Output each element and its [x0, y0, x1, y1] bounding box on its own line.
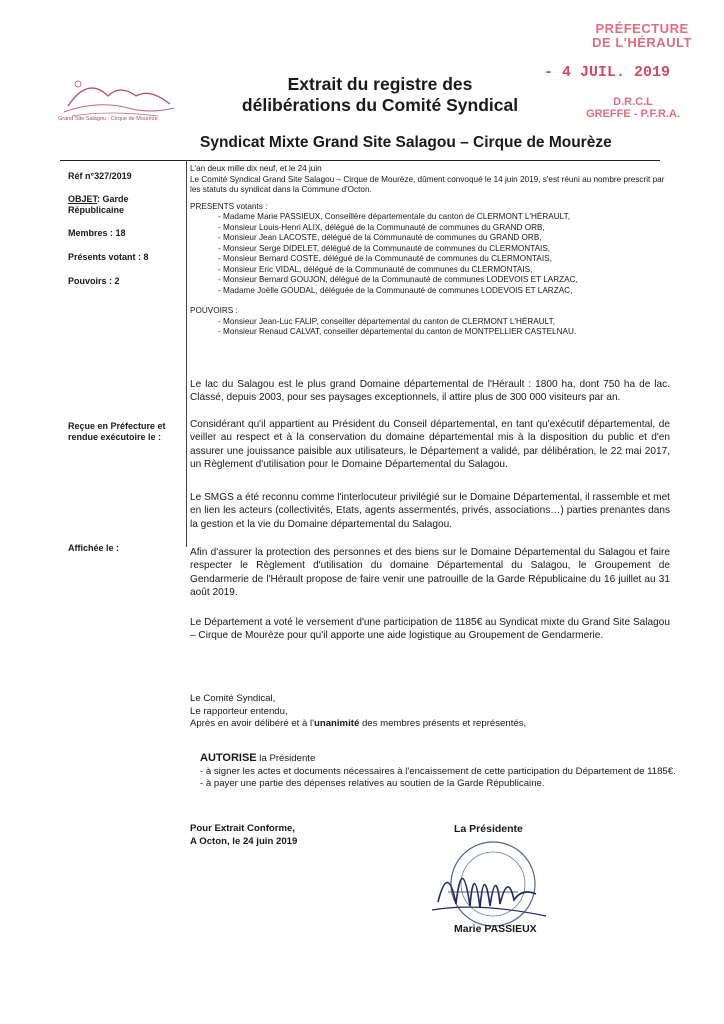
stamp-drcl [586, 96, 680, 120]
pouvoirs-count: Pouvoirs : 2 [68, 276, 120, 286]
unanimite: unanimité [313, 718, 360, 729]
pouvoirs-label: POUVOIRS : [190, 306, 238, 315]
list-item: - Monsieur Eric VIDAL, délégué de la Communauté de communes du CLERMONTAIS, [190, 265, 670, 276]
pouvoirs-list [190, 317, 670, 338]
extrait-line-2: A Octon, le 24 juin 2019 [190, 835, 298, 847]
paragraph-considerant: Considérant qu'il appartient au Président du Conseil départemental, en tant qu'exécutif départemental, de veiller au respect et à la conservation du domaine départemental mis à la disposition du public et d'en assurer une jouissance paisible aux utilisateurs, le Département a validé, par délibération, le 22 mai 2017, un Règlement d'utilisation pour le Domaine Départemental du Salagou. [190, 419, 670, 471]
closing-line-3 [190, 718, 680, 731]
paragraph-protection: Afin d'assurer la protection des personnes et des biens sur le Domaine Départemental du Salagou et faire respecter le Règlement d'utilisation du domaine Départemental du Salagou, le Groupement de Gendarmerie de l'Hérault propose de faire venir une patrouille de la Garde Républicaine du 16 juillet au 31 août 2019. [190, 547, 670, 599]
logo-caption: Grand Site Salagou · Cirque de Mourèze [58, 116, 158, 122]
autorise-bullet-2: - à payer une partie des dépenses relatives au soutien de la Garde Républicaine. [200, 778, 545, 789]
objet [68, 194, 178, 216]
list-item: - Monsieur Jean LACOSTE, délégué de la Communauté de communes du GRAND ORB, [190, 233, 670, 244]
stamp-line-2: DE L'HÉRAULT [592, 35, 692, 50]
stamp-line-4: GREFFE - P.F.R.A. [586, 108, 680, 120]
prefecture-stamp [592, 22, 692, 50]
presidente-label: La Présidente [454, 823, 523, 835]
objet-value: : Garde Républicaine [68, 194, 129, 215]
closing-line-3c: des membres présents et représentés, [359, 718, 527, 729]
title-line-1: Extrait du registre des [287, 74, 473, 94]
signature-block [408, 820, 608, 960]
autorise-rest: la Présidente [256, 753, 316, 764]
presents-list [190, 212, 670, 296]
presents-votant: Présents votant : 8 [68, 252, 149, 262]
closing-line-1: Le Comité Syndical, [190, 693, 276, 704]
signer-name: Marie PASSIEUX [454, 923, 537, 935]
paragraph-smgs: Le SMGS a été reconnu comme l'interlocuteur privilégié sur le Domaine Départemental, il rassemble et met en lien les acteurs (collectivités, Etats, agents assermentés, privés, associations…) parties prenantes dans la gestion et la vie du Domaine départemental du Salagou. [190, 492, 670, 530]
autorise-bullet-1: - à signer les actes et documents nécessaires à l'encaissement de cette participation du Département de 1185€. [200, 765, 676, 777]
official-seal-and-signature-icon [418, 832, 568, 932]
list-item: - Madame Joëlle GOUDAL, déléguée de la Communauté de communes LODEVOIS ET LARZAC, [190, 286, 670, 297]
membres: Membres : 18 [68, 228, 126, 238]
objet-label: OBJET [68, 194, 98, 204]
autorise-label: AUTORISE [200, 752, 257, 764]
list-item: - Monsieur Renaud CALVAT, conseiller départemental du canton de MONTPELLIER CASTELNAU. [190, 327, 670, 338]
closing-line-2: Le rapporteur entendu, [190, 705, 288, 717]
document-title [200, 74, 560, 116]
paragraph-lac: Le lac du Salagou est le plus grand Domaine départemental de l'Hérault : 1800 ha, dont 750 ha de lac. Classé, depuis 2003, pour ses paysages exceptionnels, il attire plus de 300 000 visiteurs par an. [190, 379, 670, 404]
ref-number: Réf n°327/2019 [68, 171, 132, 181]
affichee: Affichée le : [68, 543, 120, 553]
autorise-line [200, 752, 678, 766]
list-item: - Madame Marie PASSIEUX, Conseillère départementale du canton de CLERMONT L'HÉRAULT, [190, 212, 670, 223]
stamp-date: - 4 JUIL. 2019 [543, 64, 670, 81]
extrait-line-1: Pour Extrait Conforme, [190, 823, 296, 834]
list-item: - Monsieur Louis-Henri ALIX, délégué de la Communauté de communes du GRAND ORB, [190, 223, 670, 234]
paragraph-participation: Le Département a voté le versement d'une participation de 1185€ au Syndicat mixte du Grand Site Salagou – Cirque de Mourèze pour qu'il apporte une aide logistique au Groupement de Gendarmerie. [190, 617, 670, 642]
stamp-line-3: D.R.C.L [613, 96, 653, 108]
list-item: - Monsieur Serge DIDELET, délégué de la Communauté de communes du CLERMONTAIS, [190, 244, 670, 255]
autorise-block [200, 752, 678, 791]
title-line-2: délibérations du Comité Syndical [241, 95, 519, 115]
closing-block [190, 693, 680, 731]
closing-line-3a: Après en avoir délibéré et à l' [190, 718, 314, 729]
intro-line-2: Le Comité Syndical Grand Site Salagou – Cirque de Mourèze, dûment convoqué le 14 juin 2019, s'est réuni au nombre prescrit par les statuts du syndicat dans la Commune d'Octon. [190, 174, 665, 194]
document-subtitle: Syndicat Mixte Grand Site Salagou – Cirque de Mourèze [200, 134, 612, 151]
column-divider [186, 160, 187, 547]
list-item: - Monsieur Bernard COSTE, délégué de la Communauté de communes du CLERMONTAIS, [190, 254, 670, 265]
recue-prefecture: Reçue en Préfecture et rendue exécutoire le : [68, 421, 166, 442]
logo-mountains-icon [58, 66, 176, 122]
extrait-conforme [190, 823, 390, 848]
list-item: - Monsieur Bernard GOUJON, délégué de la Communauté de communes LODEVOIS ET LARZAC, [190, 275, 670, 286]
list-item: - Monsieur Jean-Luc FALIP, conseiller départemental du canton de CLERMONT L'HÉRAULT, [190, 317, 670, 328]
stamp-line-1: PRÉFECTURE [595, 21, 689, 36]
presents-label: PRESENTS votants : [190, 201, 268, 211]
intro-line-1: L'an deux mille dix neuf, et le 24 juin [190, 164, 322, 173]
header-rule [60, 160, 660, 161]
attendance-block [190, 164, 670, 338]
